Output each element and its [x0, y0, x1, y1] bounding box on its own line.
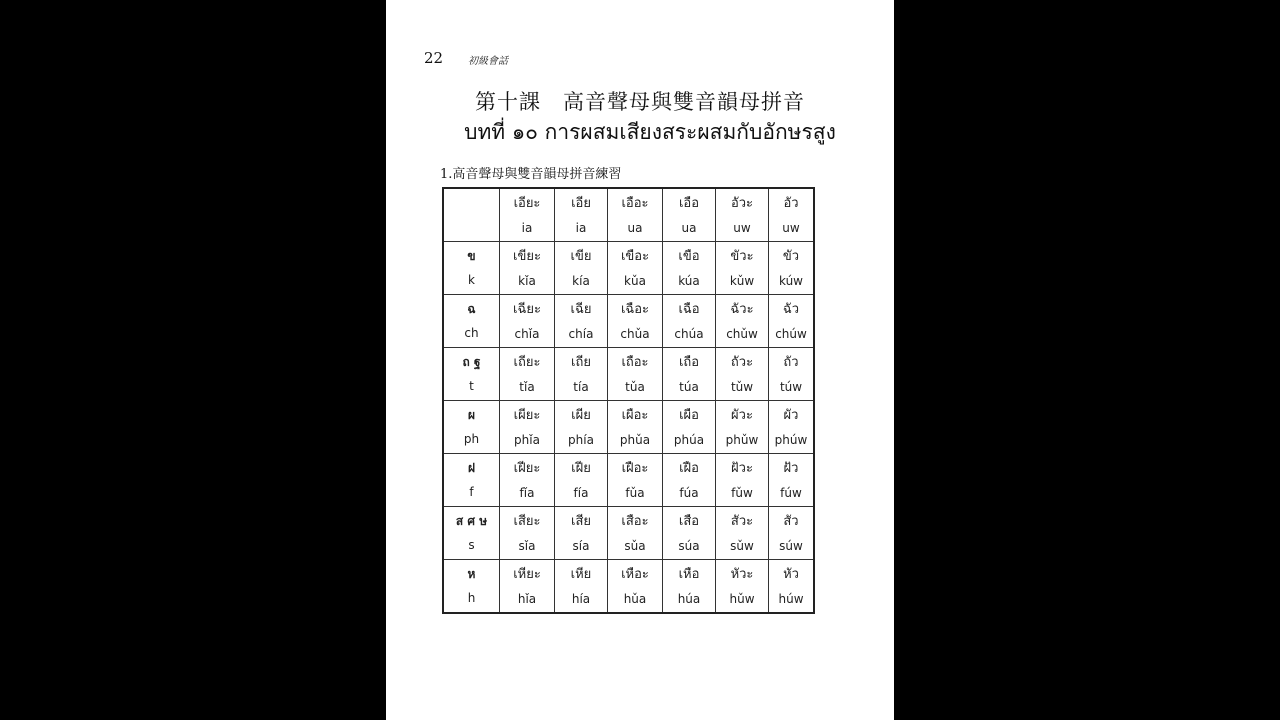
- cell-thai: เฝือะ: [621, 461, 649, 476]
- table-cell: [608, 242, 663, 295]
- cell-thai: เผือะ: [621, 408, 649, 423]
- table-cell: [500, 507, 555, 560]
- cell-roman: tǔa: [625, 380, 645, 394]
- header-cell: [608, 188, 663, 242]
- cell-thai: ถัวะ: [730, 355, 754, 370]
- table-cell: [716, 295, 769, 348]
- cell-roman: chǔa: [620, 327, 650, 341]
- cell-roman: túw: [779, 380, 803, 394]
- header-roman: ia: [575, 221, 587, 235]
- cell-thai: เขือ: [678, 249, 700, 264]
- table-cell: [663, 507, 716, 560]
- cell-thai: เสีย: [571, 514, 591, 529]
- cell-thai: สัวะ: [730, 514, 754, 529]
- cell-roman: fǔw: [731, 486, 753, 500]
- cell-roman: sǔa: [624, 539, 646, 553]
- cell-thai: สัว: [783, 514, 799, 529]
- table-cell: [500, 348, 555, 401]
- table-cell: [608, 348, 663, 401]
- cell-thai: ขัวะ: [730, 249, 754, 264]
- cell-thai: เสือะ: [621, 514, 649, 529]
- cell-roman: kúw: [779, 274, 803, 288]
- table-cell: [769, 560, 815, 614]
- cell-roman: phǔw: [725, 433, 759, 447]
- header-cell: [716, 188, 769, 242]
- consonant-thai: ข: [467, 249, 476, 263]
- consonant-cell: [443, 560, 500, 614]
- cell-roman: túa: [679, 380, 699, 394]
- cell-roman: phǔa: [619, 433, 651, 447]
- spelling-table: [442, 187, 815, 614]
- table-cell: [608, 560, 663, 614]
- cell-roman: phúa: [673, 433, 705, 447]
- consonant-roman: h: [467, 591, 476, 605]
- cell-thai: เขียะ: [513, 249, 541, 264]
- cell-roman: chía: [568, 327, 594, 341]
- cell-thai: เสียะ: [513, 514, 541, 529]
- cell-thai: เถือ: [678, 355, 700, 370]
- cell-roman: sǔw: [730, 539, 754, 553]
- cell-thai: เขีย: [570, 249, 592, 264]
- cell-roman: chúw: [775, 327, 807, 341]
- cell-roman: kǔa: [624, 274, 646, 288]
- table-cell: [555, 242, 608, 295]
- header-cell: [769, 188, 815, 242]
- table-cell: [663, 242, 716, 295]
- table-cell: [555, 560, 608, 614]
- table-cell: [769, 401, 815, 454]
- table-cell: [716, 560, 769, 614]
- cell-thai: เฝีย: [571, 461, 591, 476]
- header-cell: [500, 188, 555, 242]
- table-cell: [500, 295, 555, 348]
- running-head: 初級會話: [468, 56, 508, 67]
- table-cell: [716, 348, 769, 401]
- header-roman: uw: [782, 221, 800, 235]
- consonant-thai: ฝ: [467, 461, 476, 475]
- cell-roman: hǔw: [729, 592, 755, 606]
- cell-roman: phǐa: [514, 433, 540, 447]
- cell-roman: chǔw: [726, 327, 758, 341]
- header-thai: เอือะ: [621, 196, 649, 211]
- cell-thai: เผือ: [679, 408, 699, 423]
- consonant-roman: k: [468, 273, 475, 287]
- cell-roman: húw: [778, 592, 804, 606]
- cell-thai: ฉัวะ: [730, 302, 754, 317]
- cell-thai: หัวะ: [730, 567, 754, 582]
- cell-roman: phía: [568, 433, 594, 447]
- cell-roman: sía: [572, 539, 590, 553]
- table-cell: [663, 454, 716, 507]
- table-cell: [555, 507, 608, 560]
- cell-roman: fía: [573, 486, 589, 500]
- table-row: [443, 507, 814, 560]
- cell-thai: ฝัว: [783, 461, 799, 476]
- cell-roman: kǔw: [729, 274, 755, 288]
- cell-roman: tǔw: [730, 380, 754, 394]
- consonant-cell: [443, 507, 500, 560]
- table-cell: [716, 454, 769, 507]
- table-cell: [555, 401, 608, 454]
- consonant-roman: f: [469, 485, 474, 499]
- header-thai: อัวะ: [730, 196, 754, 211]
- consonant-cell: [443, 454, 500, 507]
- lesson-title-thai: บทที่ ๑๐ การผสมเสียงสระผสมกับอักษรสูง: [464, 120, 836, 144]
- consonant-thai: ถ ฐ: [462, 355, 481, 369]
- table-cell: [555, 348, 608, 401]
- consonant-thai: ส ศ ษ: [455, 514, 488, 528]
- header-roman: ua: [627, 221, 643, 235]
- cell-roman: fúa: [679, 486, 699, 500]
- table-cell: [608, 454, 663, 507]
- table-cell: [608, 507, 663, 560]
- cell-thai: เฉีย: [570, 302, 592, 317]
- corner-cell: [443, 188, 500, 242]
- cell-thai: ขัว: [782, 249, 800, 264]
- table-cell: [663, 560, 716, 614]
- header-thai: อัว: [783, 196, 799, 211]
- table-row: [443, 295, 814, 348]
- table-cell: [716, 507, 769, 560]
- consonant-cell: [443, 295, 500, 348]
- cell-roman: fúw: [780, 486, 802, 500]
- cell-thai: เผียะ: [513, 408, 541, 423]
- consonant-cell: [443, 242, 500, 295]
- cell-thai: เสือ: [678, 514, 700, 529]
- table-header-row: [443, 188, 814, 242]
- table-cell: [716, 401, 769, 454]
- table-cell: [500, 454, 555, 507]
- header-roman: uw: [733, 221, 751, 235]
- table-cell: [500, 242, 555, 295]
- header-cell: [555, 188, 608, 242]
- cell-thai: เฝียะ: [513, 461, 541, 476]
- consonant-cell: [443, 401, 500, 454]
- consonant-thai: ฉ: [467, 302, 476, 316]
- table-cell: [608, 295, 663, 348]
- cell-thai: เขือะ: [620, 249, 650, 264]
- consonant-roman: t: [469, 379, 474, 393]
- cell-roman: fǐa: [519, 486, 535, 500]
- consonant-cell: [443, 348, 500, 401]
- table-cell: [769, 348, 815, 401]
- header-thai: เอือ: [678, 196, 700, 211]
- header-roman: ia: [521, 221, 533, 235]
- cell-roman: kía: [572, 274, 590, 288]
- cell-thai: เหียะ: [513, 567, 541, 582]
- cell-roman: súw: [779, 539, 803, 553]
- cell-roman: kǐa: [518, 274, 536, 288]
- cell-roman: hǐa: [517, 592, 537, 606]
- table-cell: [500, 401, 555, 454]
- table-cell: [608, 401, 663, 454]
- cell-thai: เผีย: [571, 408, 591, 423]
- cell-roman: chúa: [674, 327, 704, 341]
- cell-roman: sǐa: [518, 539, 536, 553]
- cell-thai: เถีย: [571, 355, 591, 370]
- table-row: [443, 348, 814, 401]
- cell-roman: kúa: [678, 274, 700, 288]
- table-cell: [555, 295, 608, 348]
- cell-thai: เฉือ: [678, 302, 700, 317]
- table-cell: [769, 507, 815, 560]
- consonant-roman: ch: [464, 326, 479, 340]
- cell-roman: chǐa: [514, 327, 540, 341]
- cell-thai: เถียะ: [513, 355, 541, 370]
- cell-roman: húa: [677, 592, 701, 606]
- cell-thai: เฉือะ: [620, 302, 650, 317]
- section-heading: 1.高音聲母與雙音韻母拼音練習: [440, 167, 622, 182]
- cell-thai: เฝือ: [679, 461, 699, 476]
- cell-thai: ผัว: [783, 408, 799, 423]
- consonant-roman: s: [468, 538, 475, 552]
- table-row: [443, 242, 814, 295]
- table-cell: [769, 295, 815, 348]
- cell-roman: fǔa: [625, 486, 645, 500]
- table-cell: [716, 242, 769, 295]
- header-roman: ua: [681, 221, 697, 235]
- consonant-thai: ผ: [467, 408, 476, 422]
- table-cell: [500, 560, 555, 614]
- consonant-thai: ห: [467, 567, 476, 581]
- table-cell: [769, 242, 815, 295]
- page-number: 22: [424, 49, 444, 67]
- cell-roman: tía: [573, 380, 589, 394]
- header-cell: [663, 188, 716, 242]
- table-row: [443, 401, 814, 454]
- cell-thai: เหีย: [570, 567, 592, 582]
- cell-roman: súa: [678, 539, 700, 553]
- table-cell: [663, 401, 716, 454]
- cell-roman: phúw: [774, 433, 808, 447]
- document-page: [386, 0, 894, 720]
- table-cell: [663, 348, 716, 401]
- header-thai: เอียะ: [513, 196, 541, 211]
- cell-thai: เฉียะ: [513, 302, 541, 317]
- table-cell: [555, 454, 608, 507]
- cell-thai: ฝัวะ: [731, 461, 753, 476]
- cell-thai: เหือ: [678, 567, 700, 582]
- cell-thai: ฉัว: [782, 302, 800, 317]
- header-thai: เอีย: [571, 196, 591, 211]
- cell-thai: เหือะ: [621, 567, 649, 582]
- lesson-title-chinese: 第十課 高音聲母與雙音韻母拼音: [475, 90, 805, 114]
- table-row: [443, 454, 814, 507]
- table-cell: [663, 295, 716, 348]
- cell-thai: ผัวะ: [731, 408, 753, 423]
- cell-thai: หัว: [783, 567, 799, 582]
- cell-roman: hǔa: [623, 592, 647, 606]
- cell-thai: ถัว: [783, 355, 799, 370]
- consonant-roman: ph: [463, 432, 480, 446]
- table-cell: [769, 454, 815, 507]
- cell-thai: เถือะ: [621, 355, 649, 370]
- cell-roman: tǐa: [519, 380, 535, 394]
- cell-roman: hía: [571, 592, 591, 606]
- table-row: [443, 560, 814, 614]
